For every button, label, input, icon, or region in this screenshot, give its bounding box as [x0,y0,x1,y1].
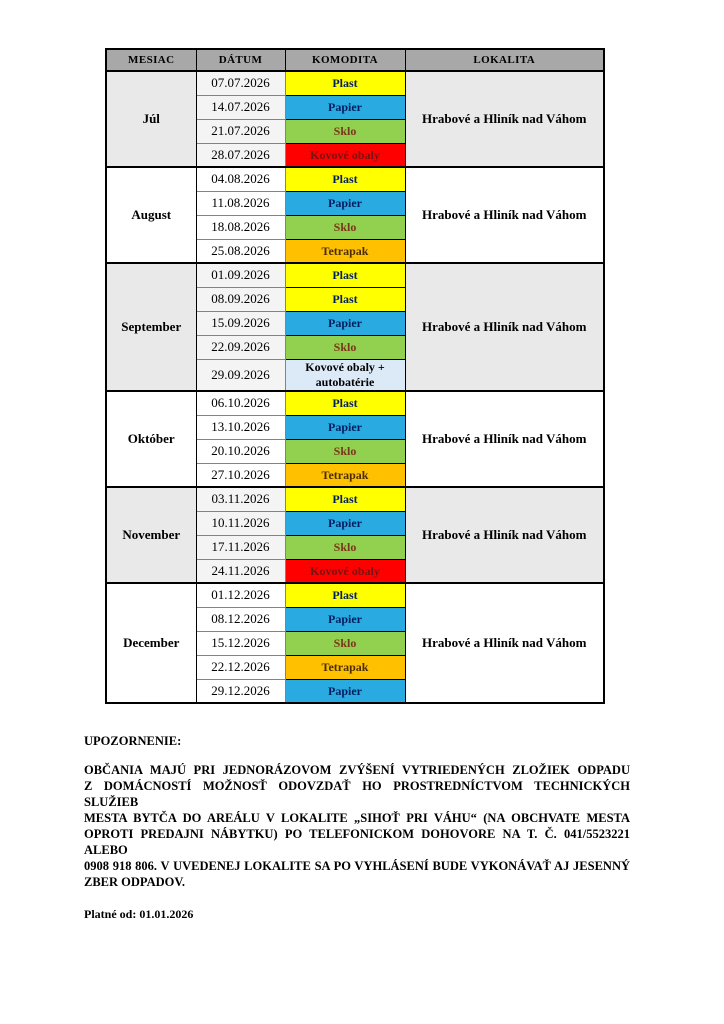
date-cell: 25.08.2026 [196,239,285,263]
date-cell: 07.07.2026 [196,71,285,95]
table-header [106,49,604,71]
commodity-cell: Papier [285,415,405,439]
date-cell: 14.07.2026 [196,95,285,119]
month-cell: August [106,167,196,263]
date-cell: 15.12.2026 [196,631,285,655]
header-datum: DÁTUM [196,49,285,71]
date-cell: 15.09.2026 [196,311,285,335]
header-row [106,49,604,71]
month-group-jul [106,71,604,167]
notice-body-line: OBČANIA MAJÚ PRI JEDNORÁZOVOM ZVÝŠENÍ VYTRIEDENÝCH ZLOŽIEK ODPADU [84,763,630,777]
commodity-cell: Tetrapak [285,655,405,679]
commodity-cell: Tetrapak [285,463,405,487]
notice-body-line: OPROTI PREDAJNI NÁBYTKU) PO TELEFONICKOM DOHOVORE NA T. Č. 041/5523221 ALEBO [84,827,630,857]
notice-section [84,734,630,922]
date-cell: 29.09.2026 [196,359,285,391]
month-cell: December [106,583,196,703]
commodity-cell: Sklo [285,215,405,239]
month-cell: Júl [106,71,196,167]
notice-title: UPOZORNENIE: [84,734,182,748]
date-cell: 17.11.2026 [196,535,285,559]
notice-body-line: 0908 918 806. V UVEDENEJ LOKALITE SA PO VYHLÁSENÍ BUDE VYKONÁVAŤ AJ JESENNÝ [84,859,630,873]
date-cell: 01.09.2026 [196,263,285,287]
date-cell: 08.09.2026 [196,287,285,311]
month-group-august [106,167,604,263]
date-cell: 29.12.2026 [196,679,285,703]
commodity-cell: Papier [285,607,405,631]
notice-body-line: ZBER ODPADOV. [84,875,185,889]
commodity-cell: Plast [285,391,405,415]
header-lokalita: LOKALITA [405,49,604,71]
table-row [106,71,604,95]
date-cell: 22.12.2026 [196,655,285,679]
valid-from-date: Platné od: 01.01.2026 [84,907,194,921]
date-cell: 08.12.2026 [196,607,285,631]
date-cell: 04.08.2026 [196,167,285,191]
month-group-september [106,263,604,391]
commodity-cell: Plast [285,583,405,607]
month-cell: Október [106,391,196,487]
commodity-cell: Tetrapak [285,239,405,263]
date-cell: 27.10.2026 [196,463,285,487]
locality-cell: Hrabové a Hliník nad Váhom [405,583,604,703]
commodity-cell: Papier [285,95,405,119]
date-cell: 21.07.2026 [196,119,285,143]
commodity-cell: Plast [285,287,405,311]
date-cell: 01.12.2026 [196,583,285,607]
month-cell: November [106,487,196,583]
table-row [106,167,604,191]
commodity-cell: Sklo [285,119,405,143]
date-cell: 13.10.2026 [196,415,285,439]
date-cell: 06.10.2026 [196,391,285,415]
date-cell: 18.08.2026 [196,215,285,239]
commodity-cell: Sklo [285,335,405,359]
header-mesiac: MESIAC [106,49,196,71]
date-cell: 03.11.2026 [196,487,285,511]
locality-cell: Hrabové a Hliník nad Váhom [405,487,604,583]
commodity-cell: Sklo [285,631,405,655]
locality-cell: Hrabové a Hliník nad Váhom [405,391,604,487]
commodity-cell: Kovové obaly [285,143,405,167]
locality-cell: Hrabové a Hliník nad Váhom [405,263,604,391]
commodity-cell: Kovové obaly + autobatérie [285,359,405,391]
month-cell: September [106,263,196,391]
commodity-cell: Papier [285,679,405,703]
commodity-cell: Papier [285,311,405,335]
commodity-cell: Plast [285,71,405,95]
table-row [106,583,604,607]
month-group-december [106,583,604,703]
table-row [106,263,604,287]
date-cell: 11.08.2026 [196,191,285,215]
date-cell: 10.11.2026 [196,511,285,535]
commodity-cell: Plast [285,167,405,191]
commodity-cell: Papier [285,511,405,535]
locality-cell: Hrabové a Hliník nad Váhom [405,71,604,167]
locality-cell: Hrabové a Hliník nad Váhom [405,167,604,263]
notice-body-line: Z DOMÁCNOSTÍ MOŽNOSŤ ODOVZDAŤ HO PROSTREDNÍCTVOM TECHNICKÝCH SLUŽIEB [84,779,630,809]
notice-body [84,762,630,890]
collection-schedule-table [105,48,605,704]
table-row [106,487,604,511]
date-cell: 28.07.2026 [196,143,285,167]
commodity-cell: Papier [285,191,405,215]
date-cell: 20.10.2026 [196,439,285,463]
month-group-november [106,487,604,583]
notice-body-line: MESTA BYTČA DO AREÁLU V LOKALITE „SIHOŤ PRI VÁHU“ (NA OBCHVATE MESTA [84,811,630,825]
commodity-cell: Plast [285,487,405,511]
header-komodita: KOMODITA [285,49,405,71]
month-group-oktober [106,391,604,487]
date-cell: 22.09.2026 [196,335,285,359]
table-row [106,391,604,415]
commodity-cell: Kovové obaly [285,559,405,583]
commodity-cell: Sklo [285,439,405,463]
date-cell: 24.11.2026 [196,559,285,583]
commodity-cell: Sklo [285,535,405,559]
commodity-cell: Plast [285,263,405,287]
